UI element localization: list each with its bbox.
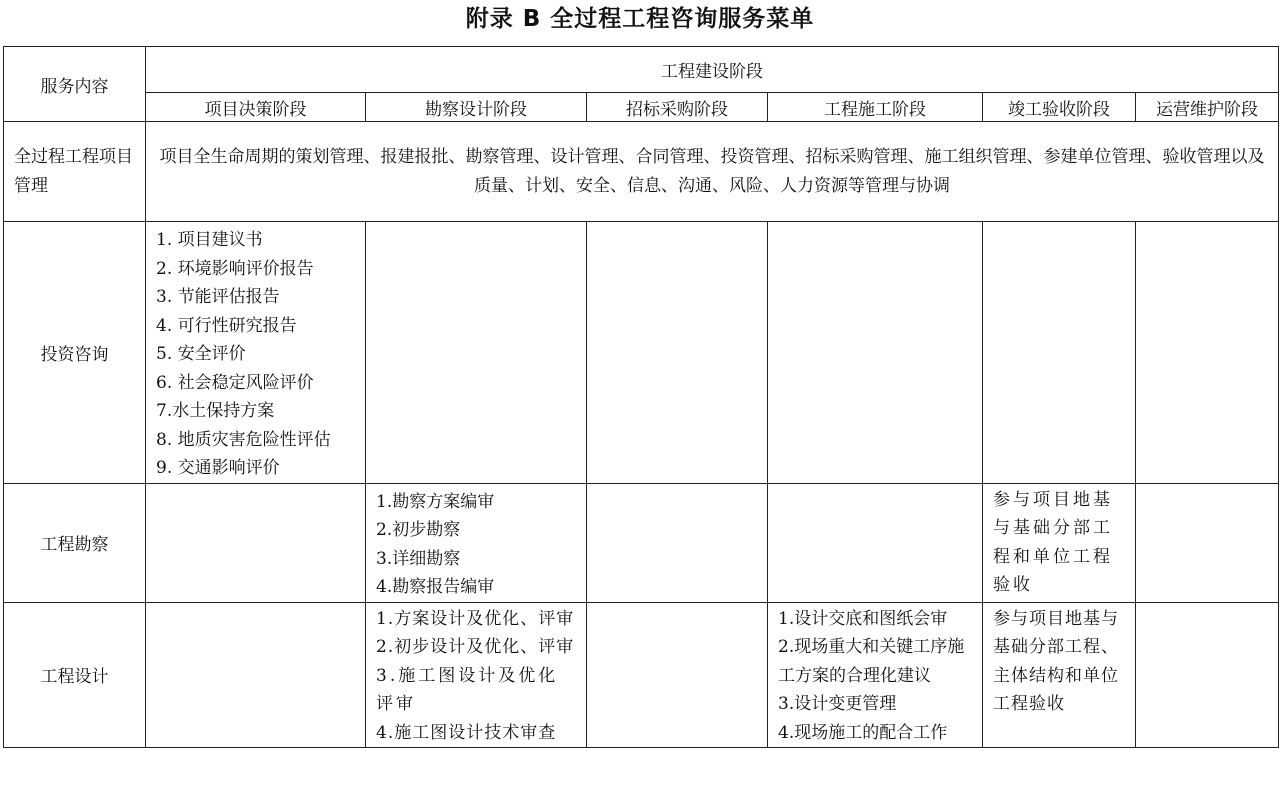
header-row-top [4,47,1279,93]
investment-decision-cell [146,222,366,484]
row-investment-consulting [4,222,1279,484]
list-item: 3.施工图设计及优化评审 [376,665,559,714]
design-construction-cell [768,602,983,748]
list-item: 3.详细勘察 [376,548,461,569]
list-item: 7.水土保持方案 [156,401,275,421]
service-content-header: 服务内容 [4,47,146,122]
stage-decision: 项目决策阶段 [146,93,366,122]
construction-phase-header: 工程建设阶段 [146,47,1279,93]
row-engineering-design [4,602,1279,748]
list-item: 2.现场重大和关键工序施工方案的合理化建议 [778,637,965,686]
project-management-content: 项目全生命周期的策划管理、报建报批、勘察管理、设计管理、合同管理、投资管理、招标采购管理、施工组织管理、参建单位管理、验收管理以及质量、计划、安全、信息、沟通、风险、人力资源等管理与协调 [146,122,1279,222]
list-item: 4. 可行性研究报告 [156,315,297,336]
empty-cell [587,483,768,602]
engineering-survey-label: 工程勘察 [4,483,146,602]
survey-design-list [376,488,576,602]
project-management-label: 全过程工程项目管理 [4,122,146,222]
survey-design-cell [366,483,587,602]
empty-cell [983,222,1136,484]
investment-decision-list [156,226,355,483]
list-item: 4.施工图设计技术审查 [376,722,557,743]
row-engineering-survey [4,483,1279,602]
investment-consulting-label: 投资咨询 [4,222,146,484]
stage-construction: 工程施工阶段 [768,93,983,122]
header-row-stages [4,93,1279,122]
stage-procurement: 招标采购阶段 [587,93,768,122]
stage-survey-design: 勘察设计阶段 [366,93,587,122]
list-item: 1.设计交底和图纸会审 [778,608,948,629]
list-item: 2.初步勘察 [376,520,461,540]
list-item: 1. 项目建议书 [156,230,263,250]
stage-operation: 运营维护阶段 [1136,93,1279,122]
list-item: 4.现场施工的配合工作 [778,722,948,743]
empty-cell [1136,222,1279,484]
list-item: 2.初步设计及优化、评审 [376,637,575,657]
design-acceptance-cell: 参与项目地基与基础分部工程、主体结构和单位工程验收 [983,602,1136,748]
engineering-design-label: 工程设计 [4,602,146,748]
empty-cell [768,222,983,484]
row-project-management [4,122,1279,222]
empty-cell [146,602,366,748]
empty-cell [587,222,768,484]
list-item: 4.勘察报告编审 [376,577,495,597]
list-item: 1.勘察方案编审 [376,491,495,512]
empty-cell [587,602,768,748]
empty-cell [768,483,983,602]
list-item: 3.设计变更管理 [778,694,897,714]
list-item: 1.方案设计及优化、评审 [376,608,575,629]
empty-cell [146,483,366,602]
list-item: 8. 地质灾害危险性评估 [156,429,331,450]
list-item: 3. 节能评估报告 [156,287,280,307]
list-item: 6. 社会稳定风险评价 [156,372,314,393]
list-item: 5. 安全评价 [156,344,246,364]
empty-cell [1136,602,1279,748]
page-title: 附录 B 全过程工程咨询服务菜单 [465,6,815,32]
stage-acceptance: 竣工验收阶段 [983,93,1136,122]
list-item: 9. 交通影响评价 [156,458,280,478]
empty-cell [1136,483,1279,602]
survey-acceptance-cell: 参与项目地基与基础分部工程和单位工程验收 [983,483,1136,602]
service-menu-table [3,46,1279,748]
design-design-cell [366,602,587,748]
empty-cell [366,222,587,484]
list-item: 2. 环境影响评价报告 [156,258,314,279]
